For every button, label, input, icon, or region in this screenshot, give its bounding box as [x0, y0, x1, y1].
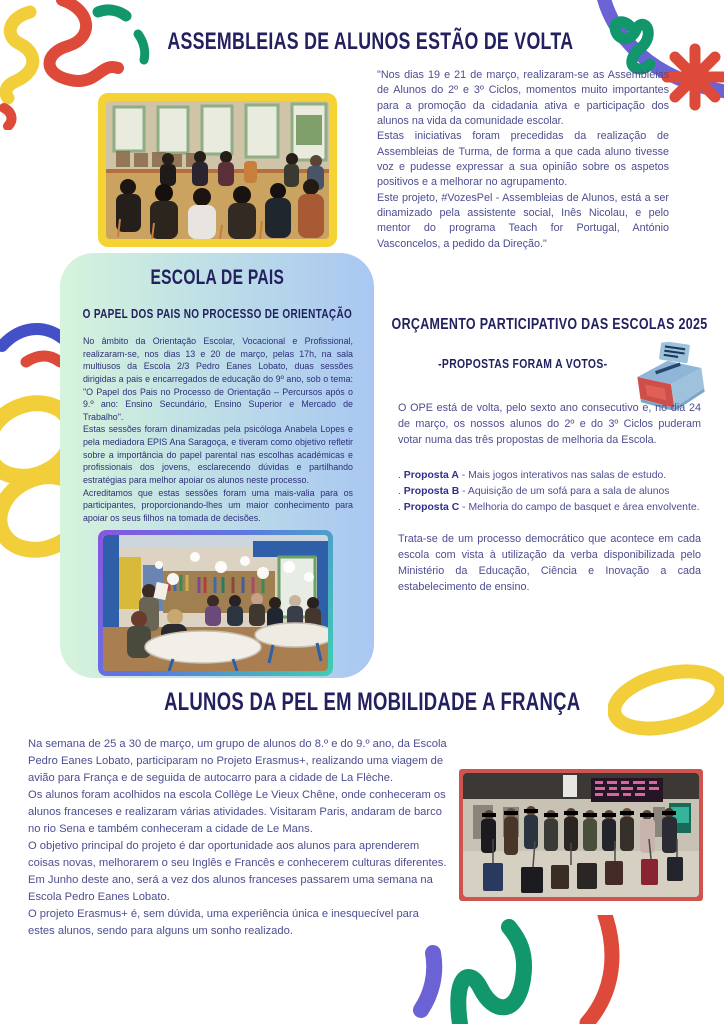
assembleia-photo-frame — [98, 93, 337, 247]
proposal-item: . Proposta B - Aquisição de um sofá para a sala de alunos — [398, 486, 670, 498]
escola-pais-photo-frame — [98, 530, 333, 676]
paragraph: "Nos dias 19 e 21 de março, realizaram-se as Assembleias de Alunos do 2º e 3º Ciclos, momentos muito importantes para a promoção da cidadania ativa e participação dos alunos na vida da comunidade escolar. — [377, 69, 669, 127]
mobilidade-header — [20, 688, 724, 717]
students-circle-classroom-photo — [106, 101, 329, 239]
person — [192, 151, 208, 186]
paragraph: Este projeto, #VozesPel - Assembleias de Alunos, está a ser dinamizado pela assistente social, Inês Nicolau, e pelo mentor do programa Teach for Portugal, António Vasconcelos, a pedido da Direção." — [377, 191, 669, 250]
escola-de-pais-title: ESCOLA DE PAIS — [150, 266, 284, 289]
escola-de-pais-body — [83, 335, 353, 525]
paragraph: O objetivo principal do projeto é dar oportunidade aos alunos para aprenderem coisas novas, melhorarem o seu Inglês e Francês e conhecerem culturas diferentes. — [28, 840, 447, 870]
article-assembleias-header — [20, 28, 720, 56]
person — [218, 151, 234, 186]
person — [244, 161, 257, 183]
person — [227, 595, 243, 626]
orcamento-intro: O OPE está de volta, pelo sexto ano consecutivo e, no dia 24 de março, os nossos alunos do 2º e do 3º Ciclos puderam votar numa das três propostas de melhoria da Escola. — [398, 402, 701, 446]
orcamento-header — [391, 316, 708, 334]
paragraph: No âmbito da Orientação Escolar, Vocacional e Profissional, realizaram-se, nos dias 13 e 20 de março, pelas 17h, na sala multiusos da Escola 2/3 Pedro Eanes Lobato, duas sessões dirigidas a pais e encarregados de educação do 9º ano, sob o tema: "O Papel dos Pais no Processo de Orientação – Percursos após o 9.º ano: Ensino Secundário, Ensino Superior e Mercado de Trabalho". — [83, 336, 353, 422]
students-airport-luggage-photo — [463, 773, 699, 897]
orcamento-title: ORÇAMENTO PARTICIPATIVO DAS ESCOLAS 2025 — [391, 316, 708, 333]
orcamento-subtitle-wrap — [398, 356, 648, 371]
proposal-item: . Proposta C - Melhoria do campo de basquet e área envolvente. — [398, 502, 700, 514]
erasmus-photo-frame — [459, 769, 703, 901]
orcamento-subtitle: -PROPOSTAS FORAM A VOTOS- — [438, 356, 608, 371]
orcamento-outro: Trata-se de um processo democrático que acontece em cada escola com vista à utilização da verba disponibilizada pelo Ministério da Educação, Ciência e Inovação a cada estabelecimento de ensino. — [398, 533, 701, 593]
orcamento-proposals — [398, 468, 701, 516]
page-title: ASSEMBLEIAS DE ALUNOS ESTÃO DE VOLTA — [166, 28, 574, 55]
paragraph: Em Junho deste ano, será a vez dos alunos franceses passarem uma semana na Escola Pedro Eanes Lobato. — [28, 874, 433, 904]
person — [160, 153, 176, 186]
paragraph: O projeto Erasmus+ é, sem dúvida, uma experiência única e inesquecível para estes alunos, sendo para alguns um sonho realizado. — [28, 908, 419, 938]
paragraph: Na semana de 25 a 30 de março, um grupo de alunos do 8.º e do 9.º ano, da Escola Pedro Eanes Lobato, participaram no Projeto Erasmus+, realizando uma viagem de avião para França e de seguida de autocarro para a cidade de La Flèche. — [28, 738, 447, 785]
parents-session-library-photo — [103, 535, 328, 671]
paragraph: Estas iniciativas foram precedidas da realização de Assembleias de Turma, de forma a que cada aluno tivesse voz e pudesse expressar a sua opinião sobre os aspetos positivos e a melhorar no agrupamento. — [377, 130, 669, 189]
paragraph: Estas sessões foram dinamizadas pela psicóloga Anabela Lopes e pela mediadora EPIS Ana Saragoça, e tiveram como objetivo refletir sobre a importância do papel parental nas escolhas académicas e profissionais dos jovens, esclarecendo dúvidas e partilhando estratégias para melhor apoiar os alunos neste processo. — [83, 424, 353, 486]
mobilidade-body — [28, 736, 448, 940]
assembleias-body — [377, 68, 669, 252]
escola-de-pais-panel — [60, 253, 374, 678]
escola-de-pais-subtitle: O PAPEL DOS PAIS NO PROCESSO DE ORIENTAÇÃO — [82, 307, 352, 321]
paragraph: Acreditamos que estas sessões foram uma mais-valia para os participantes, proporcionando-lhes um maior conhecimento para apoiar os seus filhos na tomada de decisões. — [83, 487, 353, 523]
person — [205, 595, 221, 626]
person — [249, 593, 265, 626]
asterisk-doodle — [667, 49, 723, 105]
mobilidade-title: ALUNOS DA PEL EM MOBILIDADE A FRANÇA — [163, 688, 581, 716]
proposal-item: . Proposta A - Mais jogos interativos nas salas de estudo. — [398, 470, 667, 481]
paragraph: Os alunos foram acolhidos na escola Collège Le Vieux Chêne, onde conheceram os alunos franceses e realizaram várias atividades. Visitaram Paris, andaram de barco no rio Sena e também conheceram a cidade de Le Mans. — [28, 789, 446, 836]
person — [284, 153, 299, 187]
